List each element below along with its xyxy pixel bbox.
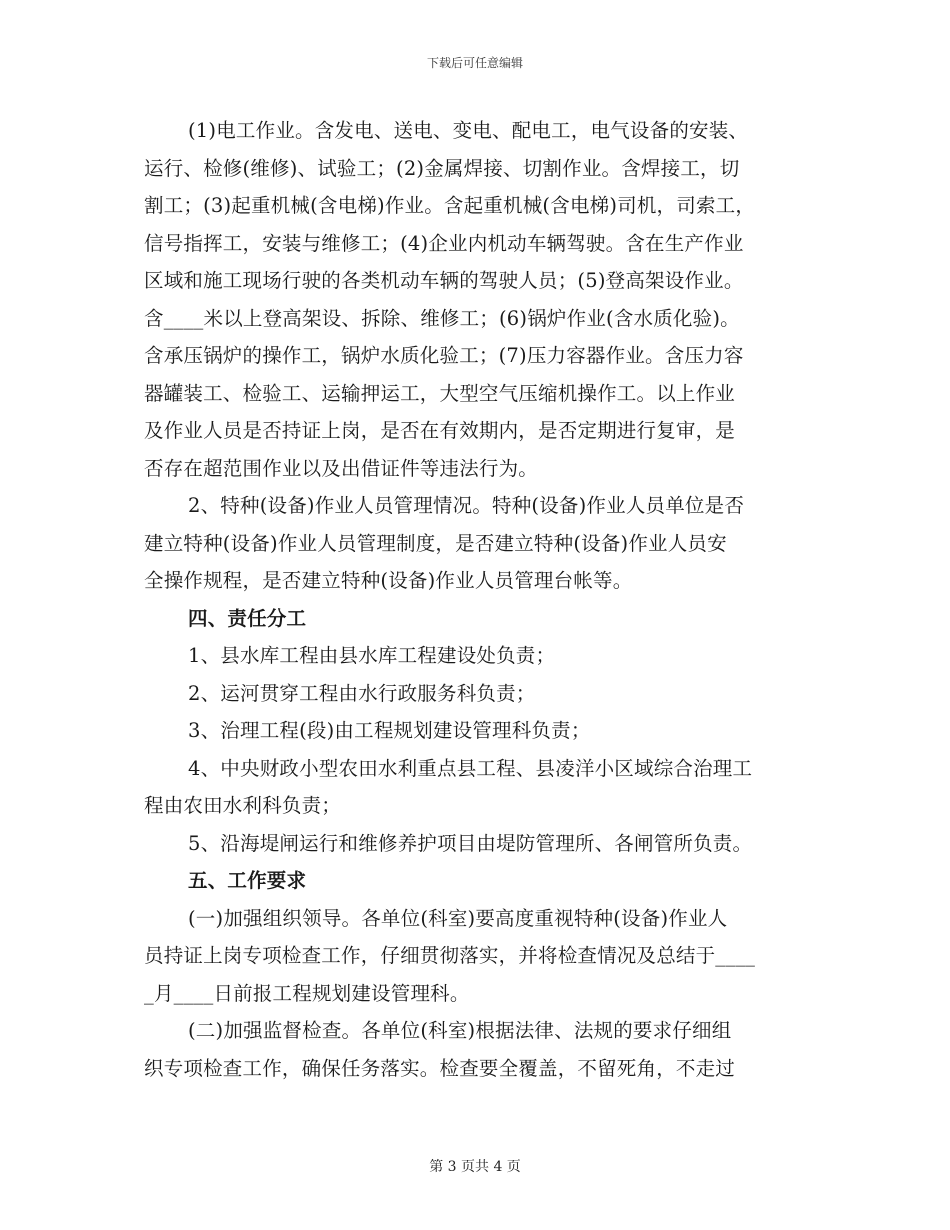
paragraph: [144, 487, 812, 600]
paragraph: [144, 900, 812, 1013]
text-line: 信号指挥工，安装与维修工；(4)企业内机动车辆驾驶。含在生产作业: [144, 231, 744, 255]
text-line: 及作业人员是否持证上岗，是否在有效期内，是否定期进行复审，是: [144, 419, 736, 442]
text-line: 区域和施工现场行驶的各类机动车辆的驾驶人员；(5)登高架设作业。: [144, 269, 744, 292]
text-line: 器罐装工、检验工、运输押运工，大型空气压缩机操作工。以上作业: [144, 381, 736, 405]
text-line: 1、县水库工程由县水库工程建设处负责；: [188, 644, 556, 667]
text-line: 织专项检查工作，确保任务落实。检查要全覆盖，不留死角，不走过: [144, 1056, 736, 1080]
text-line: 全操作规程，是否建立特种(设备)作业人员管理台帐等。: [144, 569, 633, 592]
text-line: 2、特种(设备)作业人员管理情况。特种(设备)作业人员单位是否: [188, 494, 745, 517]
paragraph: [144, 1012, 812, 1087]
text-line: (1)电工作业。含发电、送电、变电、配电工，电气设备的安装、: [188, 119, 749, 142]
text-line: 否存在超范围作业以及出借证件等违法行为。: [144, 456, 539, 480]
text-line: _月____日前报工程规划建设管理科。: [144, 981, 470, 1005]
text-line: 4、中央财政小型农田水利重点县工程、县凌洋小区域综合治理工: [188, 756, 753, 780]
text-line: 员持证上岗专项检查工作，仔细贯彻落实，并将检查情况及总结于____: [144, 944, 756, 967]
text-line: 四、责任分工: [188, 606, 307, 630]
paragraph: [144, 712, 812, 750]
text-line: 五、工作要求: [188, 869, 307, 892]
text-line: 割工；(3)起重机械(含电梯)作业。含起重机械(含电梯)司机，司索工，: [144, 194, 756, 217]
paragraph: [144, 750, 812, 825]
text-line: 含承压锅炉的操作工，锅炉水质化验工；(7)压力容器作业。含压力容: [144, 344, 744, 367]
text-line: 3、治理工程(段)由工程规划建设管理科负责；: [188, 719, 591, 742]
page-header: 下载后可任意编辑: [426, 56, 523, 70]
text-line: 含____米以上登高架设、拆除、维修工；(6)锅炉作业(含水质化验)。: [144, 306, 740, 330]
paragraph: [144, 675, 812, 713]
document-body: [144, 112, 812, 1087]
text-line: 建立特种(设备)作业人员管理制度，是否建立特种(设备)作业人员安: [144, 531, 727, 555]
section-heading: [144, 862, 812, 900]
paragraph: [144, 825, 812, 863]
text-line: (二)加强监督检查。各单位(科室)根据法律、法规的要求仔细组: [188, 1019, 732, 1042]
paragraph: [144, 637, 812, 675]
text-line: 5、沿海堤闸运行和维修养护项目由堤防管理所、各闸管所负责。: [188, 831, 753, 855]
text-line: 运行、检修(维修)、试验工；(2)金属焊接、切割作业。含焊接工，切: [144, 156, 740, 180]
page-footer: 第 3 页共 4 页: [429, 1159, 521, 1175]
paragraph: [144, 112, 812, 487]
text-line: 2、运河贯穿工程由水行政服务科负责；: [188, 681, 536, 705]
section-heading: [144, 600, 812, 638]
text-line: (一)加强组织领导。各单位(科室)要高度重视特种(设备)作业人: [188, 906, 728, 930]
text-line: 程由农田水利科负责；: [144, 794, 342, 817]
